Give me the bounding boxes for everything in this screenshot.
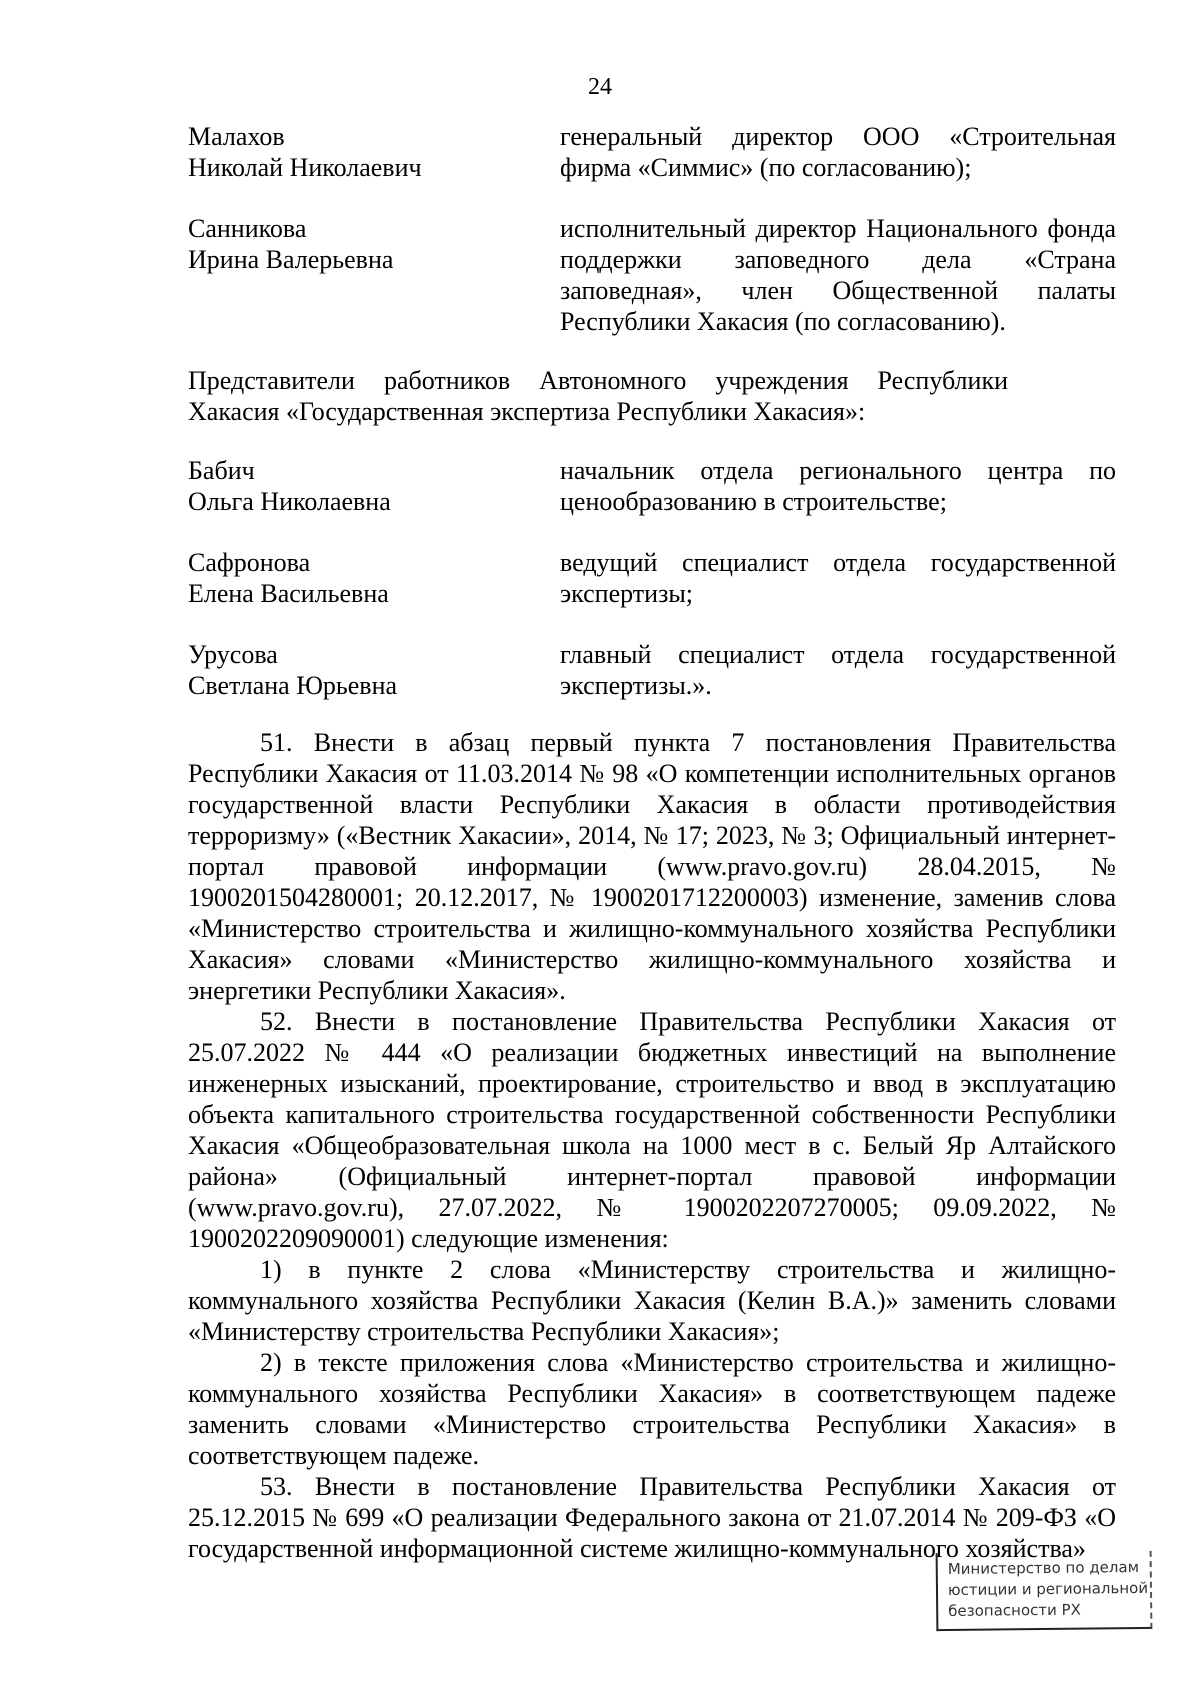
member-role: главный специалист отдела государственной экспертизы.».	[560, 640, 1116, 700]
member-entry	[188, 455, 1116, 517]
member-name	[188, 455, 548, 517]
member-given-names: Елена Васильевна	[188, 579, 389, 608]
member-entry	[188, 121, 1116, 183]
paragraph-52-item-1: 1) в пункте 2 слова «Министерству строительства и жилищно-коммунального хозяйства Республики Хакасия (Келин В.А.)» заменить словами «Министерству строительства Республики Хакасия»;	[188, 1255, 1116, 1346]
stamp-line: безопасности РХ	[948, 1600, 1081, 1621]
stamp-line: юстиции и региональной	[947, 1578, 1149, 1600]
member-given-names: Светлана Юрьевна	[188, 671, 398, 700]
member-role: ведущий специалист отдела государственной экспертизы;	[560, 548, 1116, 608]
member-role: начальник отдела регионального центра по ценообразованию в строительстве;	[560, 456, 1116, 516]
paragraph-51: 51. Внести в абзац первый пункта 7 постановления Правительства Республики Хакасия от 11.03.2014 № 98 «О компетенции исполнительных органов государственной власти Республики Хакасия в области противодействия терроризму» («Вестник Хакасии», 2014, № 17; 2023, № 3; Официальный интернет-портал правовой информации (www.pravo.gov.ru) 28.04.2015, № 1900201504280001; 20.12.2017, № 1900201712200003) изменение, заменив слова «Министерство строительства и жилищно-коммунального хозяйства Республики Хакасия» словами «Министерство жилищно-коммунального хозяйства и энергетики Республики Хакасия».	[188, 728, 1116, 1005]
registration-stamp	[936, 1551, 1153, 1631]
member-name	[188, 213, 548, 337]
member-given-names: Николай Николаевич	[188, 153, 422, 182]
stamp-line: Министерство по делам	[947, 1558, 1140, 1579]
member-name	[188, 547, 548, 609]
member-surname: Урусова	[188, 640, 278, 669]
member-surname: Бабич	[188, 456, 255, 485]
member-name	[188, 121, 548, 183]
page-number: 24	[588, 74, 612, 100]
member-name	[188, 639, 548, 701]
member-entry	[188, 639, 1116, 701]
member-role: исполнительный директор Национального фонда поддержки заповедного дела «Страна заповедная», член Общественной палаты Республики Хакасия (по согласованию).	[560, 214, 1116, 336]
paragraph-53: 53. Внести в постановление Правительства Республики Хакасия от 25.12.2015 № 699 «О реализации Федерального закона от 21.07.2014 № 209-ФЗ «О государственной информационной системе жилищно-коммунального хозяйства»	[188, 1472, 1116, 1563]
member-surname: Малахов	[188, 122, 285, 151]
member-surname: Санникова	[188, 214, 307, 243]
member-role: генеральный директор ООО «Строительная фирма «Симмис» (по согласованию);	[560, 122, 1116, 182]
member-entry	[188, 213, 1116, 337]
member-given-names: Ирина Валерьевна	[188, 245, 394, 274]
member-surname: Сафронова	[188, 548, 311, 577]
document-body	[188, 121, 1116, 1564]
group-heading: Представители работников Автономного учреждения Республики Хакасия «Государственная экспертиза Республики Хакасия»:	[188, 366, 1008, 426]
paragraph-52: 52. Внести в постановление Правительства Республики Хакасия от 25.07.2022 № 444 «О реализации бюджетных инвестиций на выполнение инженерных изысканий, проектирование, строительство и ввод в эксплуатацию объекта капитального строительства государственной собственности Республики Хакасия «Общеобразовательная школа на 1000 мест в с. Белый Яр Алтайского района» (Официальный интернет-портал правовой информации (www.pravo.gov.ru), 27.07.2022, № 1900202207270005; 09.09.2022, № 1900202209090001) следующие изменения:	[188, 1007, 1116, 1253]
paragraph-52-item-2: 2) в тексте приложения слова «Министерство строительства и жилищно-коммунального хозяйства Республики Хакасия» в соответствующем падеже заменить словами «Министерство строительства Республики Хакасия» в соответствующем падеже.	[188, 1348, 1116, 1470]
member-given-names: Ольга Николаевна	[188, 487, 391, 516]
member-entry	[188, 547, 1116, 609]
